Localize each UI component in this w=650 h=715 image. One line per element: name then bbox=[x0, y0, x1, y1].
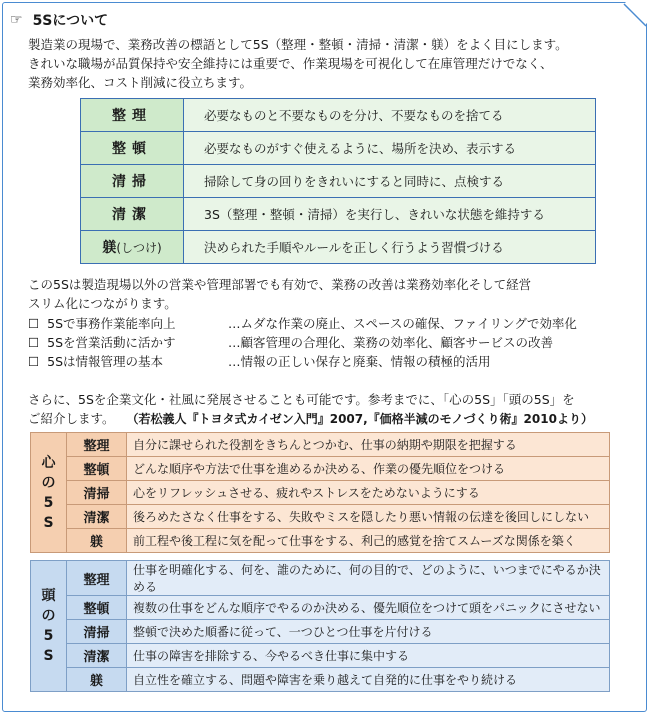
check-text: 5Sで事務作業能率向上 bbox=[47, 316, 176, 331]
heart-term: 整頓 bbox=[67, 457, 127, 481]
five-s-term bbox=[81, 231, 184, 264]
heart-desc: 自分に課せられた役割をきちんとつかむ、仕事の納期や期限を把握する bbox=[127, 433, 610, 457]
intro-line: 業務効率化、コスト削減に役立ちます。 bbox=[28, 75, 253, 90]
check-label bbox=[28, 314, 228, 333]
head-term: 清潔 bbox=[67, 644, 127, 668]
check-detail: …顧客管理の合理化、業務の効率化、顧客サービスの改善 bbox=[228, 335, 554, 350]
heart-desc: どんな順序や方法で仕事を進めるか決める、作業の優先順位をつける bbox=[127, 457, 610, 481]
five-s-term: 整理 bbox=[81, 99, 184, 132]
head-5s-side-label bbox=[31, 561, 67, 692]
table-row bbox=[81, 231, 596, 264]
paragraph-line bbox=[28, 409, 628, 429]
pointing-hand-icon: ☞ bbox=[10, 12, 23, 28]
checkbox-icon: ☐ bbox=[28, 354, 40, 369]
paragraph-line: さらに、5Sを企業文化・社風に発展させることも可能です。参考までに、「心の5S」「頭の5S」を bbox=[28, 392, 575, 407]
head-term: 躾 bbox=[67, 668, 127, 692]
section-title: 5Sについて bbox=[32, 13, 109, 29]
section-header bbox=[10, 10, 108, 30]
head-term: 整頓 bbox=[67, 596, 127, 620]
intro-paragraph bbox=[28, 35, 628, 92]
table-row bbox=[81, 99, 596, 132]
head-term: 清掃 bbox=[67, 620, 127, 644]
five-s-term: 清掃 bbox=[81, 165, 184, 198]
side-char: 5 bbox=[43, 494, 54, 511]
five-s-term: 清潔 bbox=[81, 198, 184, 231]
check-text: 5Sを営業活動に活かす bbox=[47, 335, 176, 350]
intro-line: きれいな職場が品質保持や安全維持には重要で、作業現場を可視化して在庫管理だけでなく、 bbox=[28, 56, 553, 71]
table-row bbox=[31, 457, 610, 481]
side-char: S bbox=[43, 648, 54, 664]
table-row bbox=[31, 433, 610, 457]
side-char: の bbox=[41, 474, 56, 491]
head-desc: 自立性を確立する、問題や障害を乗り越えて自発的に仕事をやり続ける bbox=[127, 668, 610, 692]
check-text: 5Sは情報管理の基本 bbox=[47, 354, 164, 369]
table-row bbox=[31, 668, 610, 692]
list-item bbox=[28, 333, 577, 352]
table-row bbox=[31, 620, 610, 644]
heart-term: 清潔 bbox=[67, 505, 127, 529]
five-s-term-main: 躾 bbox=[102, 240, 117, 256]
office-paragraph bbox=[28, 275, 628, 313]
check-label bbox=[28, 352, 228, 371]
table-row bbox=[31, 481, 610, 505]
list-item bbox=[28, 314, 577, 333]
side-char: S bbox=[43, 514, 54, 531]
head-5s-table bbox=[30, 560, 610, 692]
book-reference: （若松義人『トヨタ式カイゼン入門』2007,『価格半減のモノづくり術』2010より） bbox=[126, 412, 593, 426]
five-s-desc: 掃除して身の回りをきれいにすると同時に、点検する bbox=[184, 165, 596, 198]
table-row bbox=[31, 561, 610, 596]
check-label bbox=[28, 333, 228, 352]
side-char: 心 bbox=[41, 454, 56, 471]
five-s-desc: 3S（整理・整頓・清掃）を実行し、きれいな状態を維持する bbox=[184, 198, 596, 231]
heart-term: 躾 bbox=[67, 529, 127, 553]
five-s-desc: 必要なものがすぐ使えるように、場所を決め、表示する bbox=[184, 132, 596, 165]
side-char: の bbox=[41, 608, 56, 624]
heart-desc: 心をリフレッシュさせる、疲れやストレスをためないようにする bbox=[127, 481, 610, 505]
checkbox-icon: ☐ bbox=[28, 316, 40, 331]
head-term: 整理 bbox=[67, 561, 127, 596]
five-s-desc: 決められた手順やルールを正しく行うよう習慣づける bbox=[184, 231, 596, 264]
head-desc: 複数の仕事をどんな順序でやるのか決める、優先順位をつけて頭をパニックにさせない bbox=[127, 596, 610, 620]
heart-desc: 前工程や後工程に気を配って仕事をする、利己的感覚を捨てスムーズな関係を築く bbox=[127, 529, 610, 553]
heart-term: 整理 bbox=[67, 433, 127, 457]
paragraph-text: ご紹介します。 bbox=[28, 411, 115, 426]
five-s-term: 整頓 bbox=[81, 132, 184, 165]
five-s-term-reading: (しつけ) bbox=[116, 241, 162, 255]
head-desc: 仕事の障害を排除する、今やるべき仕事に集中する bbox=[127, 644, 610, 668]
table-row bbox=[81, 165, 596, 198]
table-row bbox=[31, 596, 610, 620]
paragraph-line: スリム化につながります。 bbox=[28, 296, 177, 311]
check-detail: …ムダな作業の廃止、スペースの確保、ファイリングで効率化 bbox=[228, 316, 577, 331]
culture-paragraph bbox=[28, 390, 628, 429]
heart-term: 清掃 bbox=[67, 481, 127, 505]
five-s-desc: 必要なものと不要なものを分け、不要なものを捨てる bbox=[184, 99, 596, 132]
heart-5s-table bbox=[30, 432, 610, 553]
table-row bbox=[81, 198, 596, 231]
heart-5s-side-label bbox=[31, 433, 67, 553]
table-row bbox=[81, 132, 596, 165]
head-desc: 仕事を明確化する、何を、誰のために、何の目的で、どのように、いつまでにやるか決める bbox=[127, 561, 610, 596]
heart-desc: 後ろめたさなく仕事をする、失敗やミスを隠したり悪い情報の伝達を後回しにしない bbox=[127, 505, 610, 529]
table-row bbox=[31, 644, 610, 668]
side-char: 頭 bbox=[41, 588, 56, 604]
checklist bbox=[28, 314, 577, 371]
side-char: 5 bbox=[43, 628, 54, 644]
checkbox-icon: ☐ bbox=[28, 335, 40, 350]
intro-line: 製造業の現場で、業務改善の標語として5S（整理・整頓・清掃・清潔・躾）をよく目にします。 bbox=[28, 37, 568, 52]
list-item bbox=[28, 352, 577, 371]
check-detail: …情報の正しい保存と廃棄、情報の積極的活用 bbox=[228, 354, 491, 369]
table-row bbox=[31, 505, 610, 529]
five-s-table bbox=[80, 98, 596, 264]
table-row bbox=[31, 529, 610, 553]
paragraph-line: この5Sは製造現場以外の営業や管理部署でも有効で、業務の改善は業務効率化そして経営 bbox=[28, 277, 532, 292]
head-desc: 整頓で決めた順番に従って、一つひとつ仕事を片付ける bbox=[127, 620, 610, 644]
